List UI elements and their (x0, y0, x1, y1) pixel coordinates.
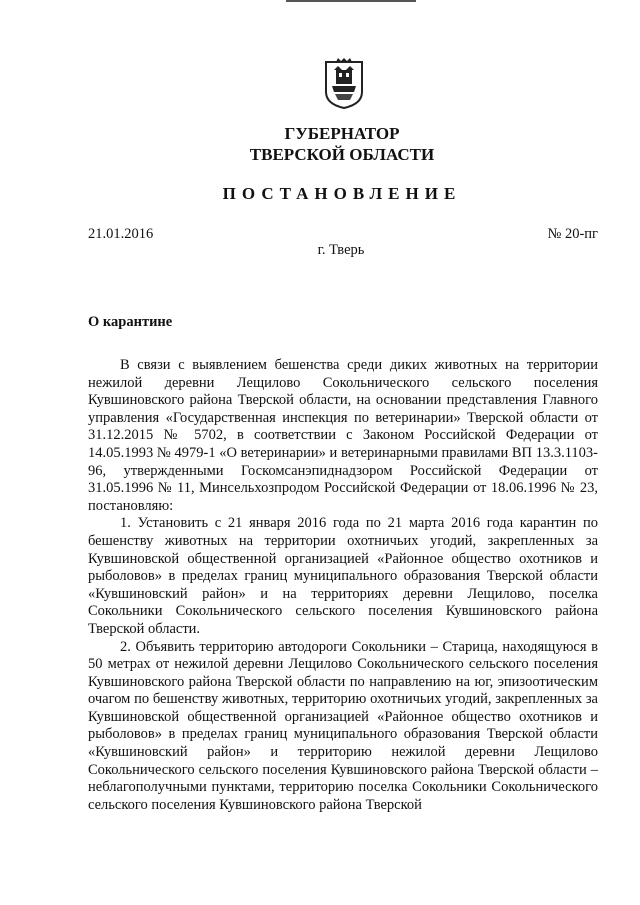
document-type: ПОСТАНОВЛЕНИЕ (222, 184, 462, 203)
document-number: № 20-пг (547, 226, 598, 242)
document-subject: О карантине (88, 314, 173, 330)
document-city: г. Тверь (317, 242, 365, 258)
issuer-region: ТВЕРСКОЙ ОБЛАСТИ (249, 145, 435, 164)
scan-edge-line (286, 0, 416, 2)
paragraph-item-1: 1. Установить с 21 января 2016 года по 21 марта 2016 года карантин по бешенству животных на территории охотничьих угодий, закрепленных за Кувшиновской общественной организацией «Районное общество охотников и рыболовов» в пределах границ муниципального образования Тверской области «Кувшиновский район» и на территориях деревни Лещилово, поселка Сокольники Сокольнического сельского поселения Кувшиновского района Тверской области. (88, 515, 598, 637)
paragraph-item-2: 2. Объявить территорию автодороги Сокольники – Старица, находящуюся в 50 метрах от нежилой деревни Лещилово Сокольнического сельского поселения Кувшиновского района Тверской области по направлению на юг, эпизоотическим очагом по бешенству животных, территорию охотничьих угодий, закрепленных за Кувшиновской общественной организацией «Районное общество охотников и рыболовов» в пределах границ муниципального образования Тверской области «Кувшиновский район» и территорию нежилой деревни Лещилово Сокольнического сельского поселения Кувшиновского района Тверской области – неблагополучными пунктами, территорию поселка Сокольники Сокольнического сельского поселения Кувшиновского района Тверской (88, 638, 598, 813)
document-date: 21.01.2016 (88, 226, 154, 242)
document-body (88, 357, 598, 814)
paragraph-preamble: В связи с выявлением бешенства среди диких животных на территории нежилой деревни Лещилово Сокольнического сельского поселения Кувшиновского района Тверской области, на основании представления Главного управления «Государственная инспекция по ветеринарии» Тверской области от 31.12.2015 № 5702, в соответствии с Законом Российской Федерации от 14.05.1993 № 4979-1 «О ветеринарии» и ветеринарными правилами ВП 13.3.1103-96, утвержденными Госкомсанэпиднадзором Российской Федерации от 31.05.1996 № 11, Минсельхозпродом Российской Федерации от 18.06.1996 № 23, постановляю: (88, 357, 598, 514)
coat-of-arms-icon (324, 58, 364, 110)
issuer-title: ГУБЕРНАТОР (284, 124, 400, 143)
